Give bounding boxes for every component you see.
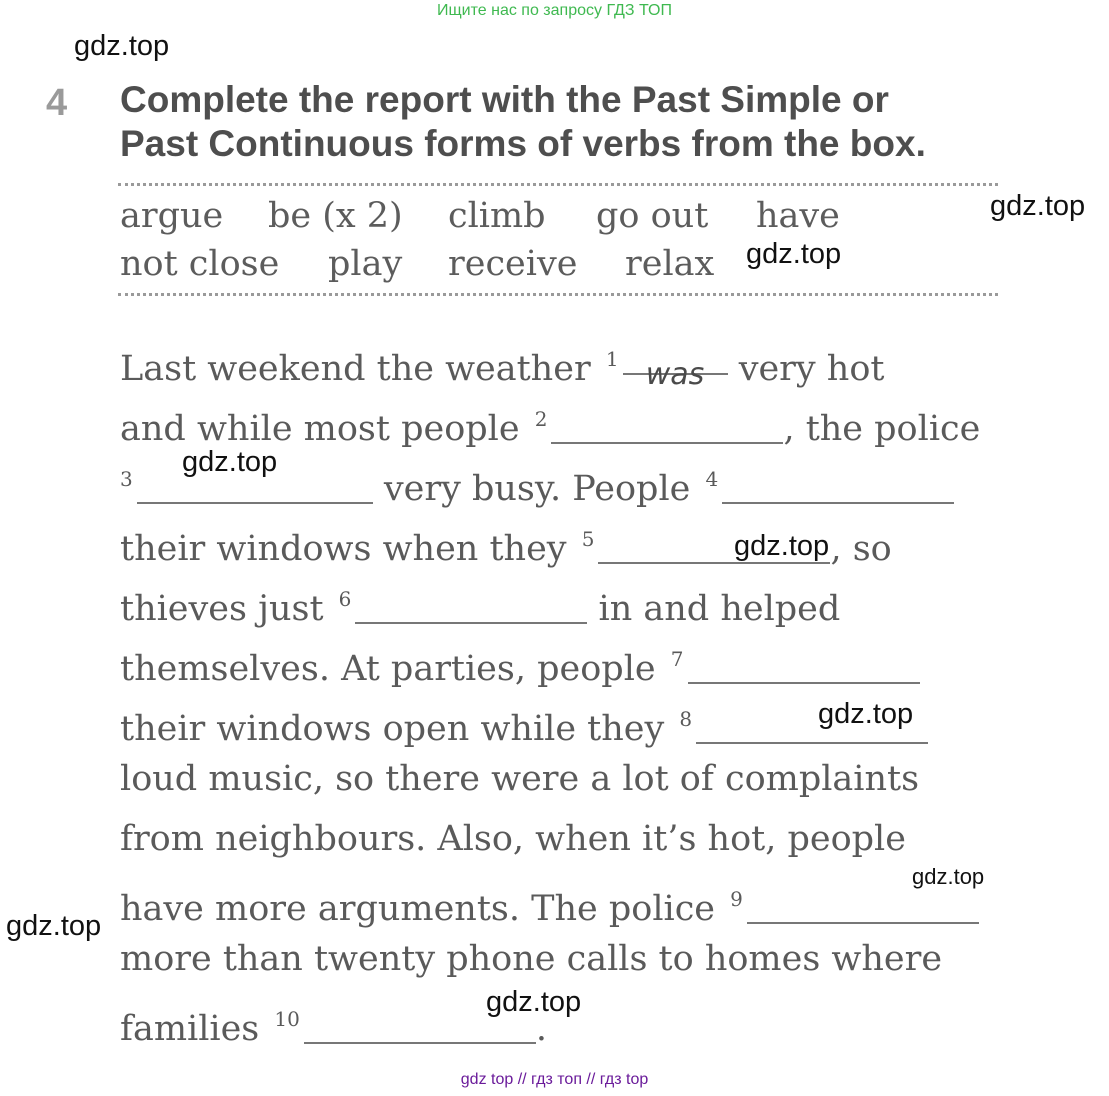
watermark: gdz.top xyxy=(746,238,842,270)
answer-blank-2[interactable] xyxy=(551,412,783,444)
verb-box-bottom-border xyxy=(118,293,998,296)
text-segment: Last weekend the weather xyxy=(120,349,591,389)
text-segment: . xyxy=(535,1009,547,1049)
watermark: gdz.top xyxy=(818,698,914,730)
gap-number-10: 10 xyxy=(274,1007,300,1031)
gap-number-6: 6 xyxy=(338,587,352,611)
verb-box-top-border xyxy=(118,183,998,186)
watermark: gdz.top xyxy=(74,30,170,62)
text-segment: have more arguments. The police xyxy=(120,889,716,929)
answer-blank-7[interactable] xyxy=(688,652,920,684)
text-segment: , so xyxy=(830,529,892,569)
exercise-title-line2: Past Continuous forms of verbs from the box. xyxy=(120,123,926,164)
verb-climb: climb xyxy=(448,196,546,236)
answer-blank-4[interactable] xyxy=(722,472,954,504)
verb-argue: argue xyxy=(120,196,224,236)
watermark: gdz.top xyxy=(486,986,582,1018)
exercise-number: 4 xyxy=(46,82,68,124)
verb-receive: receive xyxy=(448,244,578,284)
verb-play: play xyxy=(328,244,403,284)
text-segment: very hot xyxy=(738,349,885,389)
report-line-12 xyxy=(120,989,547,1059)
watermark: gdz.top xyxy=(734,530,830,562)
watermark: gdz.top xyxy=(912,864,985,889)
text-segment: , the police xyxy=(783,409,981,449)
text-segment: in and helped xyxy=(598,589,841,629)
text-segment: thieves just xyxy=(120,589,324,629)
footer-links[interactable]: gdz top // гдз топ // гдз top xyxy=(460,1071,649,1088)
text-segment: themselves. At parties, people xyxy=(120,649,656,689)
text-segment: their windows open while they xyxy=(120,709,665,749)
gap-number-9: 9 xyxy=(730,887,743,911)
answer-blank-6[interactable] xyxy=(355,592,587,624)
gap-number-1: 1 xyxy=(605,347,619,371)
verb-not-close: not close xyxy=(120,244,280,284)
exercise-title-line1: Complete the report with the Past Simple or xyxy=(120,79,889,120)
exercise-title xyxy=(120,78,926,166)
top-banner[interactable]: Ищите нас по запросу ГДЗ ТОП xyxy=(437,2,672,19)
verb-relax: relax xyxy=(625,244,715,284)
watermark: gdz.top xyxy=(990,190,1086,222)
report-line-9: from neighbours. Also, when it’s hot, people xyxy=(120,819,906,859)
gap-number-3: 3 xyxy=(120,467,133,491)
gap-number-7: 7 xyxy=(670,647,684,671)
verb-go-out: go out xyxy=(596,196,709,236)
answer-blank-9[interactable] xyxy=(747,892,979,924)
answer-1: was xyxy=(645,357,705,392)
report-line-8: loud music, so there were a lot of complaints xyxy=(120,759,920,799)
text-segment: families xyxy=(120,1009,260,1049)
text-segment: very busy. People xyxy=(383,469,691,509)
verb-be: be (x 2) xyxy=(268,196,403,236)
verb-have: have xyxy=(756,196,840,236)
gap-number-8: 8 xyxy=(679,707,693,731)
gap-number-4: 4 xyxy=(705,467,719,491)
report-line-11: more than twenty phone calls to homes where xyxy=(120,939,943,979)
watermark: gdz.top xyxy=(6,910,102,942)
watermark: gdz.top xyxy=(182,446,278,478)
text-segment: their windows when they xyxy=(120,529,567,569)
gap-number-2: 2 xyxy=(534,407,548,431)
gap-number-5: 5 xyxy=(581,527,595,551)
answer-blank-1[interactable] xyxy=(623,343,728,392)
text-segment: and while most people xyxy=(120,409,520,449)
